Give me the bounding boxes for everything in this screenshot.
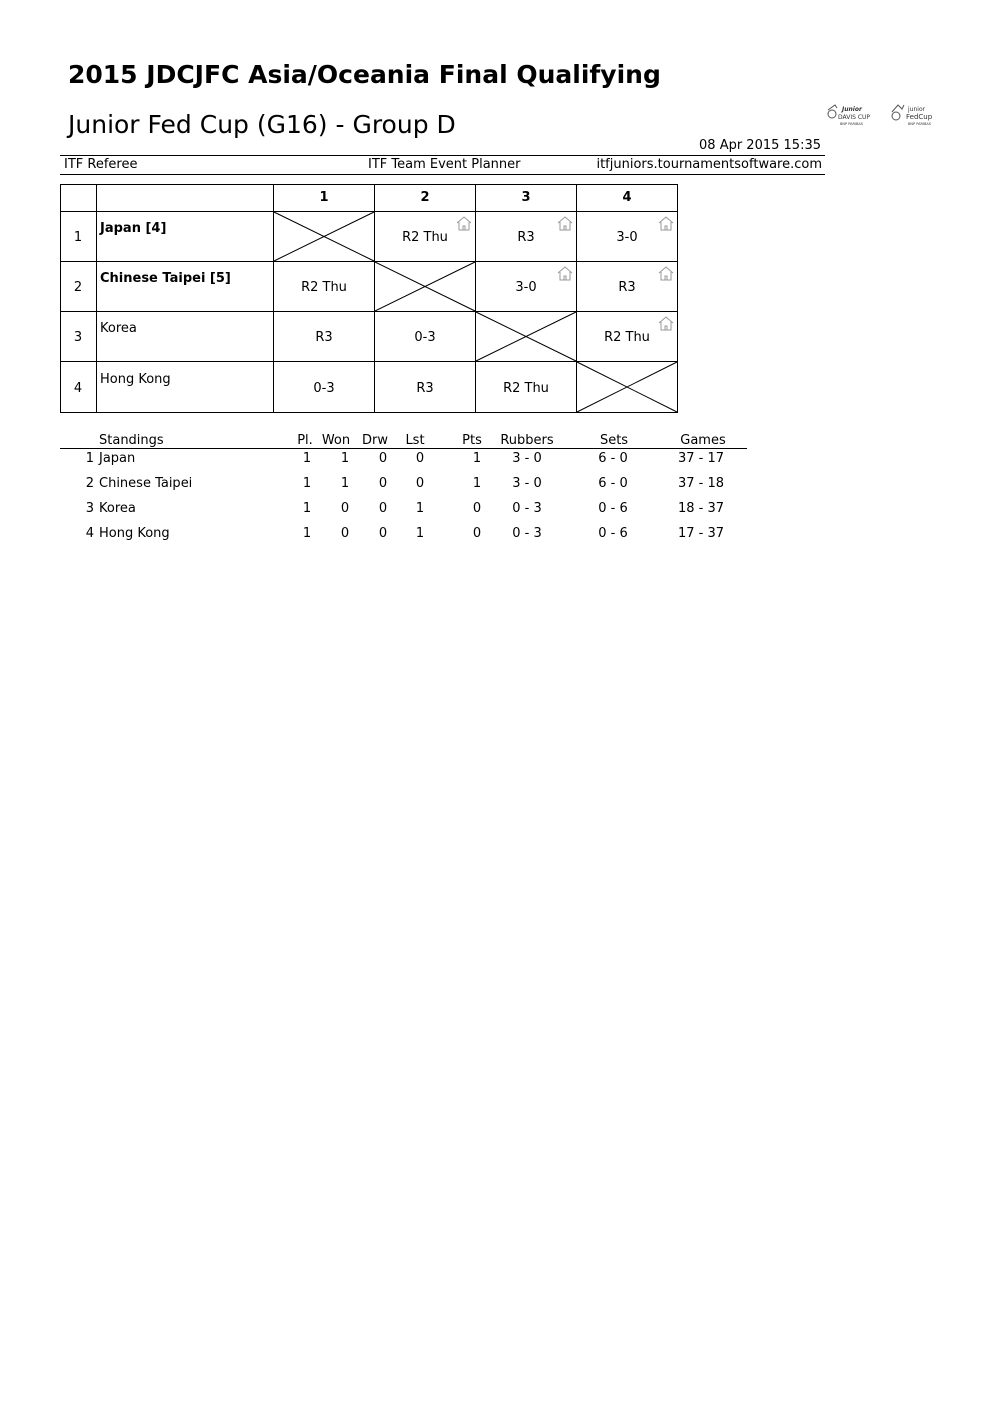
home-icon bbox=[658, 216, 674, 231]
column-header: 3 bbox=[521, 190, 531, 205]
games: 37 - 18 bbox=[677, 476, 725, 491]
standings-header: Sets bbox=[599, 433, 629, 448]
rubbers: 0 - 3 bbox=[512, 526, 542, 541]
rubbers: 3 - 0 bbox=[512, 476, 542, 491]
column-header: 1 bbox=[319, 190, 329, 205]
logo-text: FedCup bbox=[906, 113, 933, 121]
team-name: Hong Kong bbox=[100, 372, 171, 387]
page-title: 2015 JDCJFC Asia/Oceania Final Qualifying bbox=[68, 60, 661, 89]
lost: 0 bbox=[415, 476, 425, 491]
home-icon bbox=[557, 216, 573, 231]
logo-text: BNP PARIBAS bbox=[908, 122, 932, 126]
team-name: Japan bbox=[99, 451, 136, 466]
rank: 3 bbox=[85, 501, 94, 516]
points: 1 bbox=[472, 451, 482, 466]
points: 0 bbox=[472, 501, 482, 516]
match-result[interactable]: R2 Thu bbox=[402, 230, 448, 245]
junior-davis-cup-logo bbox=[828, 105, 870, 126]
standings-header: Rubbers bbox=[500, 433, 554, 448]
timestamp: 08 Apr 2015 15:35 bbox=[699, 138, 821, 153]
row-number: 1 bbox=[73, 230, 83, 245]
match-result[interactable]: R2 Thu bbox=[503, 381, 549, 396]
standings-header: Won bbox=[321, 433, 351, 448]
website-label: itfjuniors.tournamentsoftware.com bbox=[596, 157, 822, 172]
drawn: 0 bbox=[378, 501, 388, 516]
match-result[interactable]: R2 Thu bbox=[301, 280, 347, 295]
row-number: 2 bbox=[73, 280, 83, 295]
match-result[interactable]: R3 bbox=[517, 230, 535, 245]
sets: 0 - 6 bbox=[598, 526, 628, 541]
rank: 2 bbox=[85, 476, 94, 491]
logo-text: junior bbox=[908, 106, 926, 113]
home-icon bbox=[456, 216, 472, 231]
games: 37 - 17 bbox=[677, 451, 725, 466]
home-icon bbox=[557, 266, 573, 281]
junior-fed-cup-logo bbox=[892, 105, 933, 126]
row-number: 3 bbox=[73, 330, 83, 345]
team-name: Korea bbox=[99, 501, 136, 516]
won: 0 bbox=[340, 526, 350, 541]
page-subtitle: Junior Fed Cup (G16) - Group D bbox=[68, 110, 456, 139]
match-result[interactable]: R2 Thu bbox=[604, 330, 650, 345]
match-result[interactable]: 0-3 bbox=[414, 330, 436, 345]
rubbers: 3 - 0 bbox=[512, 451, 542, 466]
match-result[interactable]: R3 bbox=[618, 280, 636, 295]
drawn: 0 bbox=[378, 476, 388, 491]
team-name: Korea bbox=[100, 321, 137, 336]
standings-header: Standings bbox=[99, 433, 164, 448]
points: 0 bbox=[472, 526, 482, 541]
standings-header: Drw bbox=[362, 433, 388, 448]
rubbers: 0 - 3 bbox=[512, 501, 542, 516]
games: 17 - 37 bbox=[677, 526, 725, 541]
column-header: 2 bbox=[420, 190, 430, 205]
header-divider bbox=[60, 174, 825, 175]
home-icon bbox=[658, 316, 674, 331]
won: 0 bbox=[340, 501, 350, 516]
referee-label: ITF Referee bbox=[64, 157, 138, 172]
team-name: Hong Kong bbox=[99, 526, 170, 541]
group-grid bbox=[60, 184, 678, 413]
match-result[interactable]: 0-3 bbox=[313, 381, 335, 396]
rank: 1 bbox=[85, 451, 94, 466]
team-name: Japan [4] bbox=[100, 221, 167, 236]
lost: 1 bbox=[415, 501, 425, 516]
row-number: 4 bbox=[73, 381, 83, 396]
sponsor-logos bbox=[826, 102, 942, 134]
points: 1 bbox=[472, 476, 482, 491]
played: 1 bbox=[302, 526, 312, 541]
match-result[interactable]: R3 bbox=[315, 330, 333, 345]
logo-text: Junior bbox=[842, 106, 862, 113]
match-result[interactable]: 3-0 bbox=[515, 280, 537, 295]
team-name: Chinese Taipei [5] bbox=[100, 271, 231, 286]
standings-divider bbox=[60, 448, 747, 449]
logo-text: BNP PARIBAS bbox=[840, 122, 864, 126]
played: 1 bbox=[302, 476, 312, 491]
drawn: 0 bbox=[378, 451, 388, 466]
lost: 1 bbox=[415, 526, 425, 541]
played: 1 bbox=[302, 501, 312, 516]
games: 18 - 37 bbox=[677, 501, 725, 516]
sets: 6 - 0 bbox=[598, 476, 628, 491]
header-divider bbox=[60, 155, 825, 156]
drawn: 0 bbox=[378, 526, 388, 541]
home-icon bbox=[658, 266, 674, 281]
sets: 0 - 6 bbox=[598, 501, 628, 516]
standings-header: Games bbox=[680, 433, 726, 448]
won: 1 bbox=[340, 451, 350, 466]
standings-header: Pts bbox=[462, 433, 482, 448]
rank: 4 bbox=[85, 526, 94, 541]
played: 1 bbox=[302, 451, 312, 466]
planner-label: ITF Team Event Planner bbox=[368, 157, 521, 172]
lost: 0 bbox=[415, 451, 425, 466]
standings-header: Lst bbox=[405, 433, 425, 448]
match-result[interactable]: 3-0 bbox=[616, 230, 638, 245]
match-result[interactable]: R3 bbox=[416, 381, 434, 396]
won: 1 bbox=[340, 476, 350, 491]
standings-header: Pl. bbox=[297, 433, 313, 448]
team-name: Chinese Taipei bbox=[99, 476, 193, 491]
sets: 6 - 0 bbox=[598, 451, 628, 466]
column-header: 4 bbox=[622, 190, 632, 205]
logo-text: DAVIS CUP bbox=[838, 114, 871, 121]
